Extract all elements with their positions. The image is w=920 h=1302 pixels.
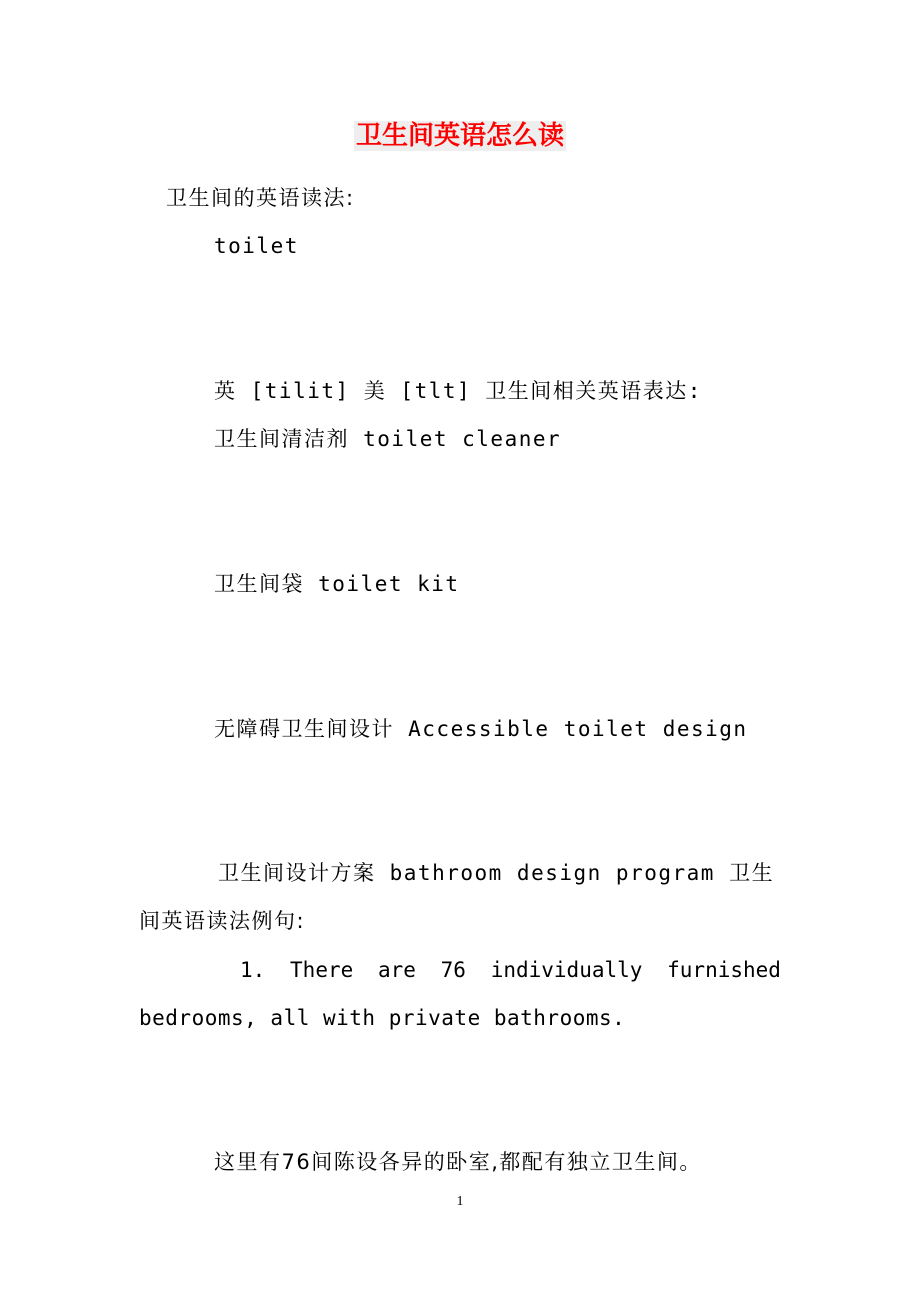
expression-bathroom-design-program: 卫生间设计方案 bathroom design program 卫生 (218, 861, 775, 885)
expression-accessible-toilet-design: 无障碍卫生间设计 Accessible toilet design (214, 717, 748, 741)
page-number: 1 (456, 1194, 464, 1209)
example-1-line-2: bedrooms, all with private bathrooms. (139, 1006, 626, 1030)
example-1-word: furnished (667, 958, 781, 982)
example-1-word: are (377, 958, 416, 982)
intro-label: 卫生间的英语读法: (166, 186, 355, 210)
example-1-number: 1. (240, 958, 266, 982)
expression-toilet-cleaner: 卫生间清洁剂 toilet cleaner (214, 427, 562, 451)
page-title-text: 卫生间英语怎么读 (355, 121, 564, 151)
example-1-word: There (290, 958, 354, 982)
example-1-word: 76 (440, 958, 466, 982)
expression-toilet-kit: 卫生间袋 toilet kit (214, 572, 460, 596)
example-1-translation: 这里有76间陈设各异的卧室,都配有独立卫生间。 (214, 1150, 702, 1174)
pronunciation-line: 英 [tilit] 美 [tlt] 卫生间相关英语表达: (214, 379, 702, 403)
page-title (0, 116, 920, 156)
word-toilet: toilet (214, 234, 299, 258)
example-1-line-1 (240, 955, 781, 985)
examples-heading: 间英语读法例句: (139, 909, 306, 933)
example-1-word: individually (490, 958, 643, 982)
